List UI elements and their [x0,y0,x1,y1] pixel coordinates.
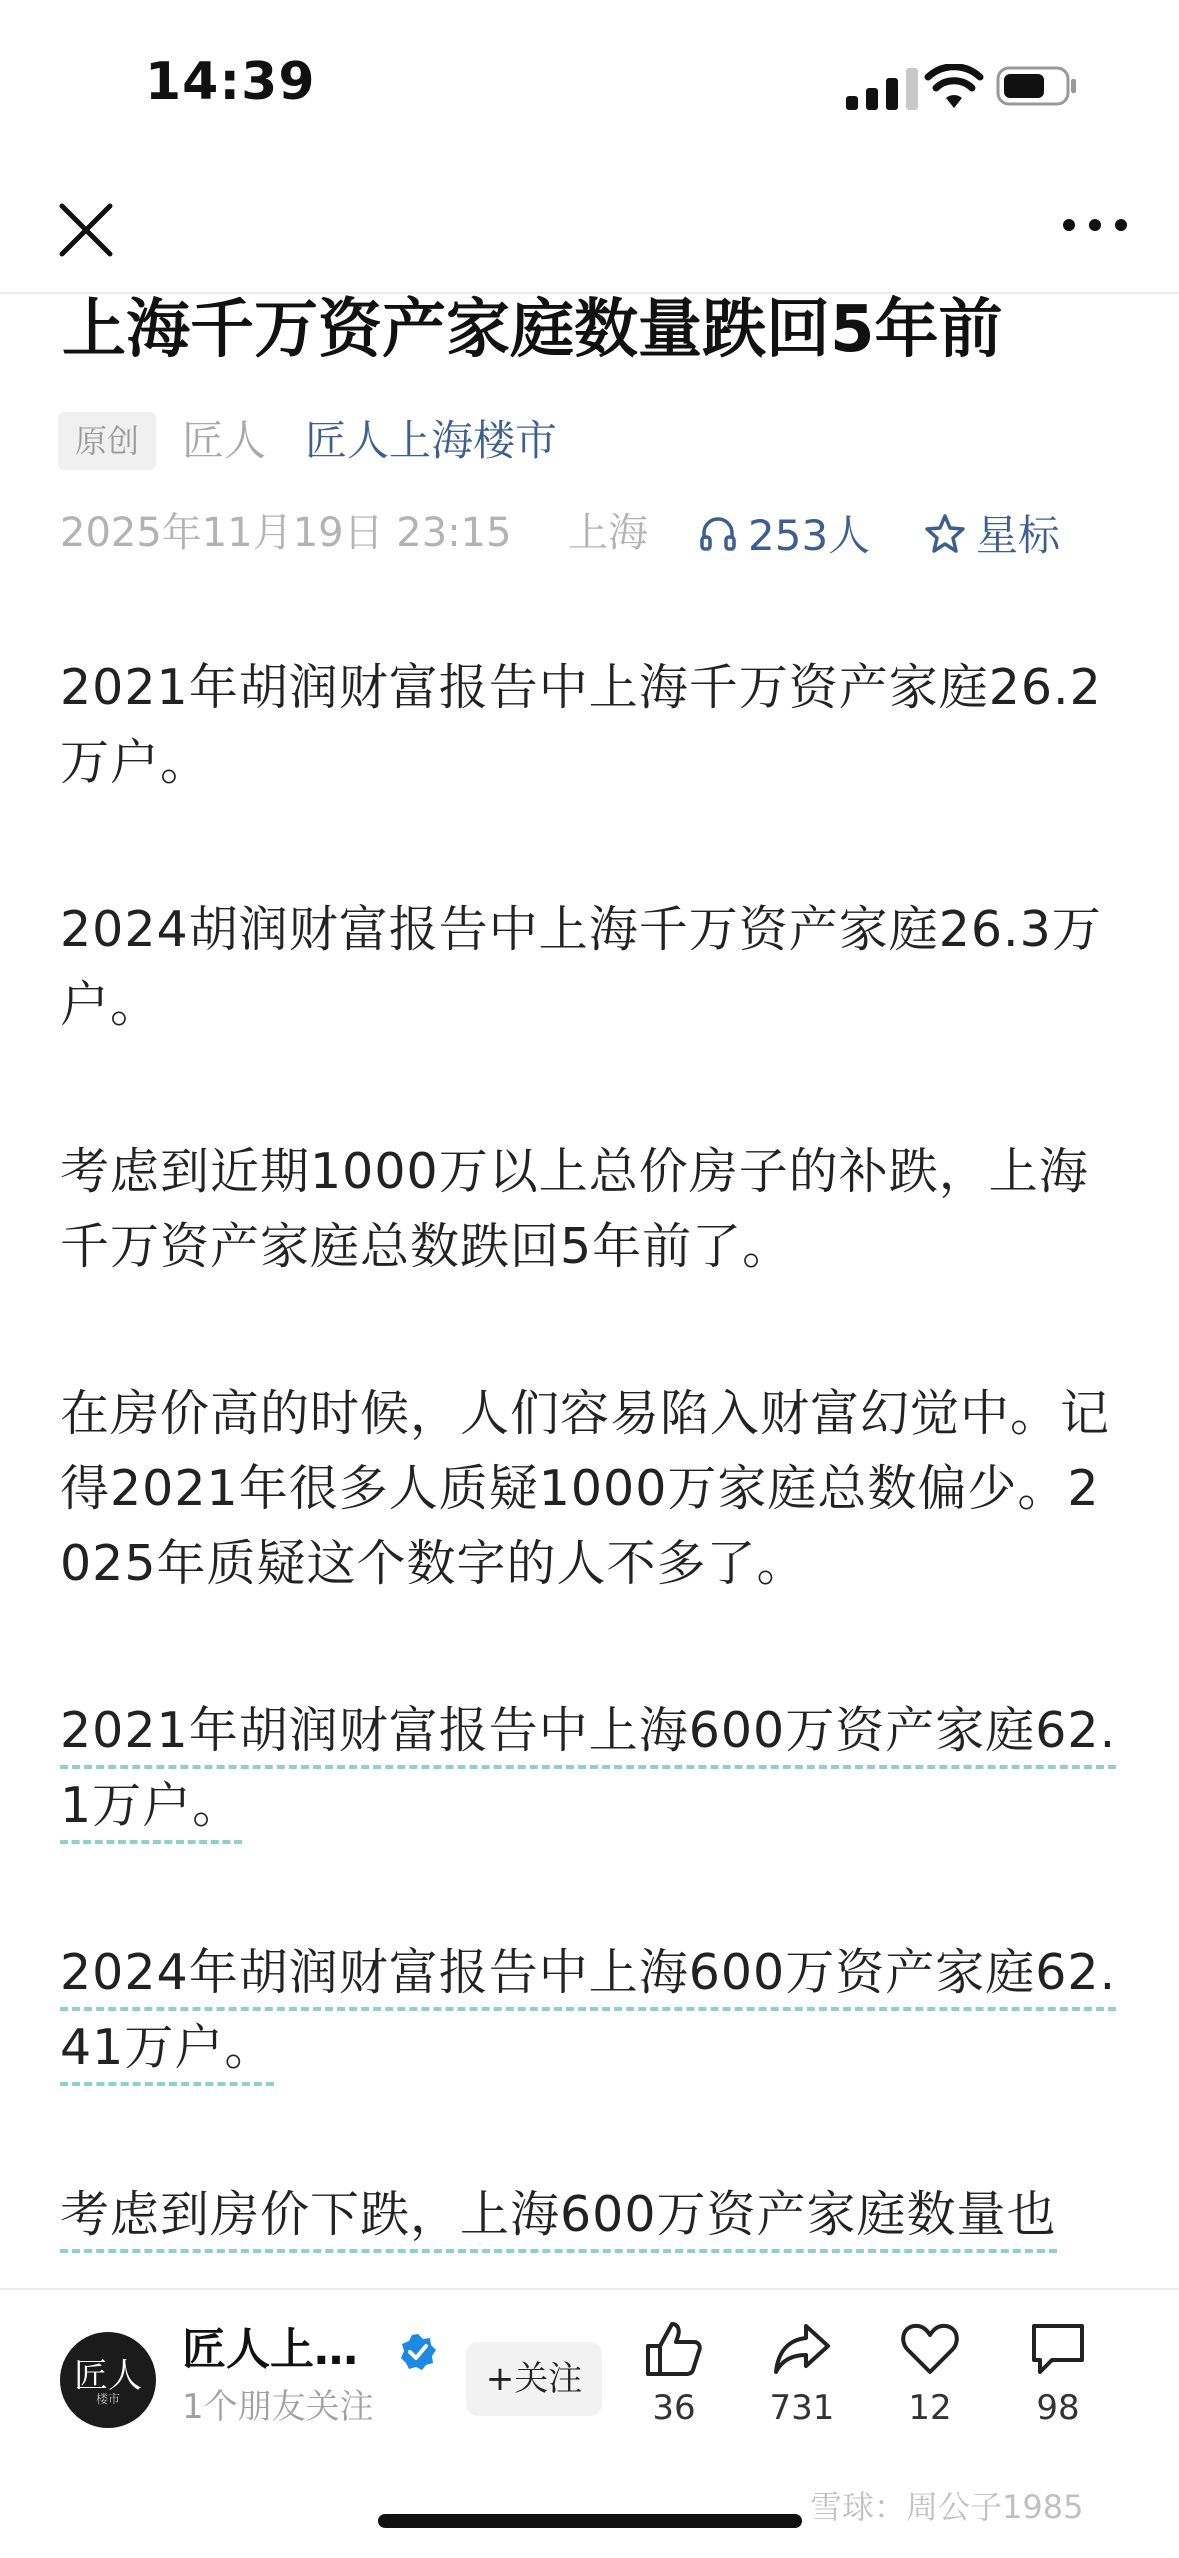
signal-icon [846,68,924,110]
star-icon [924,512,966,554]
share-count: 731 [769,2388,835,2428]
underlined-text: 2021年胡润财富报告中上海600万资产家庭62.1万户。 [60,1702,1116,1844]
article-title: 上海千万资产家庭数量跌回5年前 [62,293,1003,367]
status-time: 14:39 [145,52,316,112]
source-account-link[interactable]: 匠人上海楼市 [305,416,558,465]
article-body [60,650,1130,2344]
comment-icon [1028,2320,1088,2378]
paragraph-1: 2021年胡润财富报告中上海千万资产家庭26.2万户。 [60,659,1102,791]
paragraph-5[interactable] [60,1693,1130,1843]
publish-location: 上海 [568,510,648,556]
comment-button[interactable] [1008,2320,1108,2428]
account-name[interactable]: 匠人上… [182,2324,358,2375]
share-button[interactable] [752,2320,852,2428]
share-icon [772,2320,832,2378]
favorite-button[interactable] [880,2320,980,2428]
avatar-text: 匠人 [74,2356,142,2396]
publish-date: 2025年11月19日 23:15 [60,510,512,556]
wifi-icon [924,64,984,110]
paragraph-6[interactable] [60,1935,1130,2085]
paragraph-3: 考虑到近期1000万以上总价房子的补跌，上海千万资产家庭总数跌回5年前了。 [60,1143,1089,1275]
close-icon[interactable] [54,198,118,262]
verified-badge-icon [398,2332,438,2372]
star-label: 星标 [976,511,1061,560]
author-name[interactable]: 匠人 [182,416,267,465]
paragraph-4: 在房价高的时候，人们容易陷入财富幻觉中。记得2021年很多人质疑1000万家庭总数偏少。2025年质疑这个数字的人不多了。 [60,1385,1111,1592]
avatar-subtext: 楼市 [95,2392,120,2406]
paragraph-7[interactable] [60,2177,1130,2252]
original-tag: 原创 [58,412,156,470]
listen-button[interactable] [698,504,870,562]
like-count: 36 [652,2388,696,2428]
avatar[interactable] [60,2332,156,2428]
listener-count: 253人 [748,511,871,560]
friends-follow-text: 1个朋友关注 [182,2387,374,2427]
thumbs-up-icon [644,2320,704,2378]
watermark: 雪球：周公子1985 [810,2488,1084,2526]
more-icon[interactable] [1060,210,1130,240]
heart-icon [900,2320,960,2378]
underlined-text: 2024年胡润财富报告中上海600万资产家庭62.41万户。 [60,1944,1116,2086]
like-button[interactable] [624,2320,724,2428]
headphones-icon [698,513,738,553]
follow-button[interactable]: +关注 [466,2342,602,2416]
star-button[interactable] [924,504,1060,562]
favorite-count: 12 [908,2388,952,2428]
home-indicator [378,2514,802,2528]
battery-icon [996,66,1078,106]
comment-count: 98 [1036,2388,1080,2428]
paragraph-2: 2024胡润财富报告中上海千万资产家庭26.3万户。 [60,901,1102,1033]
underlined-text: 考虑到房价下跌，上海600万资产家庭数量也 [60,2186,1057,2253]
